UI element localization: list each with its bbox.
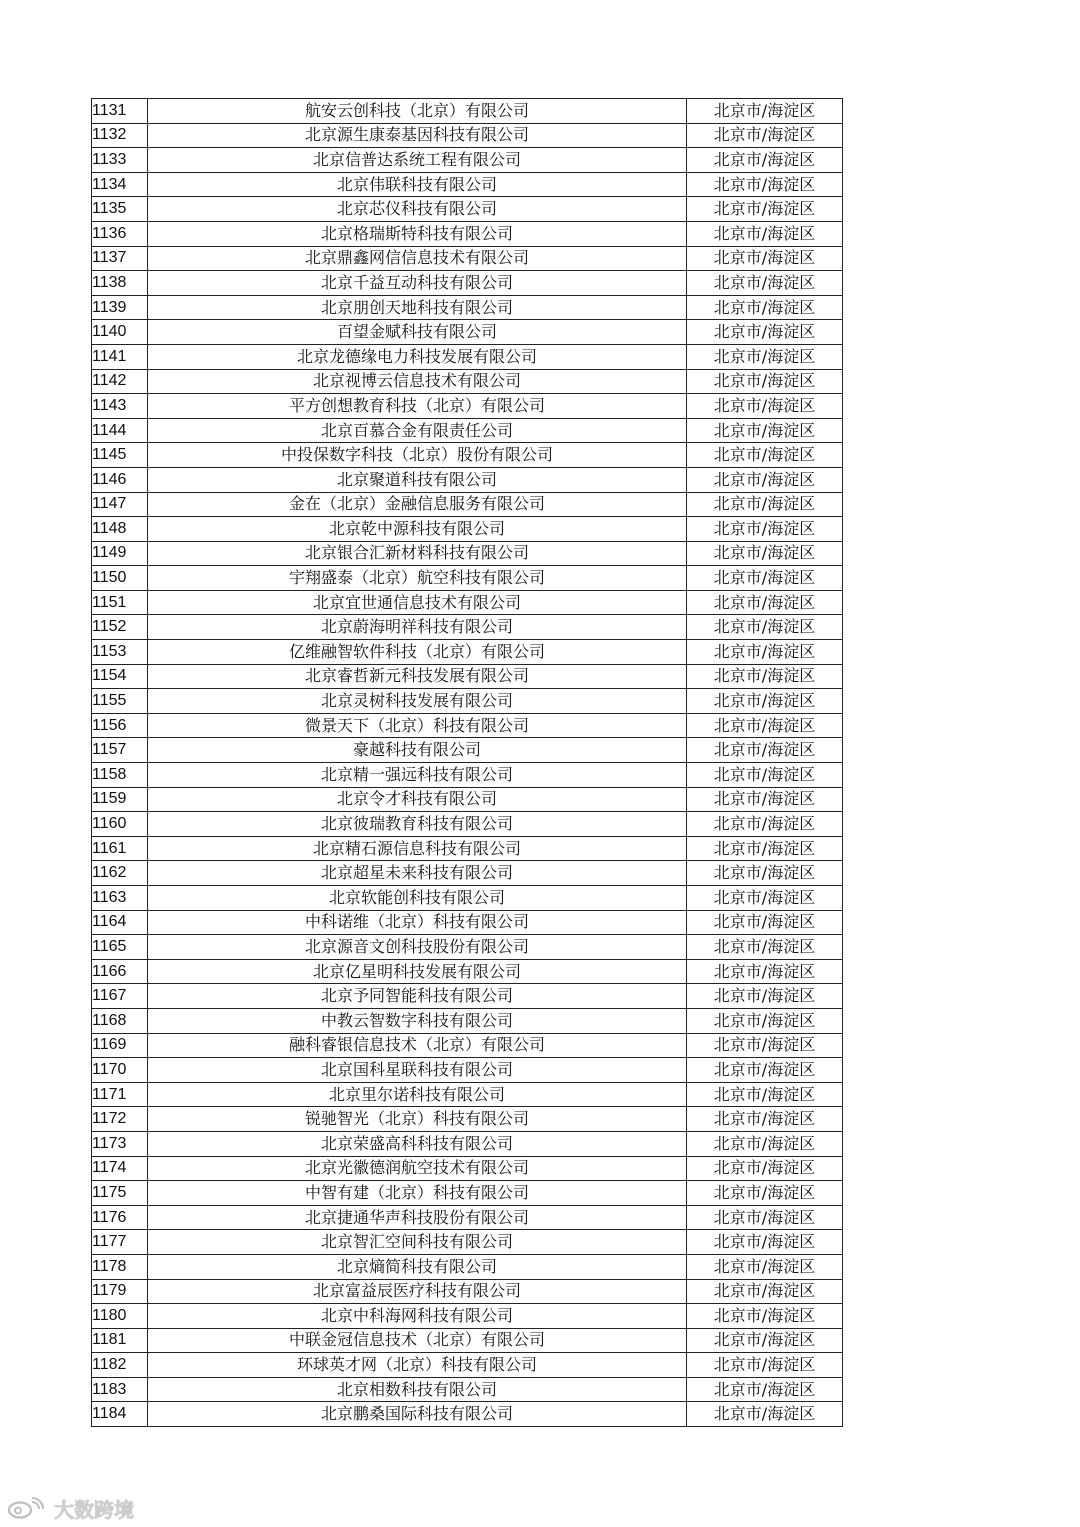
region-cell: 北京市/海淀区 (687, 763, 843, 788)
region-cell: 北京市/海淀区 (687, 1205, 843, 1230)
company-name-cell: 北京芯仪科技有限公司 (148, 197, 687, 222)
table-row (92, 99, 843, 124)
region-cell: 北京市/海淀区 (687, 320, 843, 345)
row-number-cell: 1181 (92, 1328, 148, 1353)
company-name-cell: 北京相数科技有限公司 (148, 1377, 687, 1402)
region-cell: 北京市/海淀区 (687, 1156, 843, 1181)
company-name-cell: 北京视博云信息技术有限公司 (148, 369, 687, 394)
table-row (92, 1304, 843, 1329)
row-number-cell: 1179 (92, 1279, 148, 1304)
row-number-cell: 1154 (92, 664, 148, 689)
table-row (92, 861, 843, 886)
table-row (92, 886, 843, 911)
row-number-cell: 1132 (92, 123, 148, 148)
table-row (92, 590, 843, 615)
row-number-cell: 1162 (92, 861, 148, 886)
table-row (92, 984, 843, 1009)
company-name-cell: 北京精一强远科技有限公司 (148, 763, 687, 788)
company-name-cell: 北京龙德缘电力科技发展有限公司 (148, 344, 687, 369)
company-name-cell: 北京熵简科技有限公司 (148, 1254, 687, 1279)
row-number-cell: 1184 (92, 1402, 148, 1427)
table-row (92, 172, 843, 197)
row-number-cell: 1151 (92, 590, 148, 615)
region-cell: 北京市/海淀区 (687, 418, 843, 443)
company-name-cell: 北京富益辰医疗科技有限公司 (148, 1279, 687, 1304)
row-number-cell: 1170 (92, 1058, 148, 1083)
region-cell: 北京市/海淀区 (687, 1377, 843, 1402)
region-cell: 北京市/海淀区 (687, 123, 843, 148)
region-cell: 北京市/海淀区 (687, 886, 843, 911)
region-cell: 北京市/海淀区 (687, 517, 843, 542)
table-row (92, 664, 843, 689)
region-cell: 北京市/海淀区 (687, 1279, 843, 1304)
table-row (92, 148, 843, 173)
row-number-cell: 1142 (92, 369, 148, 394)
row-number-cell: 1131 (92, 99, 148, 124)
region-cell: 北京市/海淀区 (687, 689, 843, 714)
region-cell: 北京市/海淀区 (687, 1353, 843, 1378)
row-number-cell: 1167 (92, 984, 148, 1009)
table-row (92, 1205, 843, 1230)
row-number-cell: 1158 (92, 763, 148, 788)
company-name-cell: 北京百慕合金有限责任公司 (148, 418, 687, 443)
table-row (92, 1402, 843, 1427)
table-row (92, 295, 843, 320)
region-cell: 北京市/海淀区 (687, 1131, 843, 1156)
table-row (92, 246, 843, 271)
region-cell: 北京市/海淀区 (687, 984, 843, 1009)
region-cell: 北京市/海淀区 (687, 959, 843, 984)
company-name-cell: 北京聚道科技有限公司 (148, 467, 687, 492)
company-name-cell: 微景天下（北京）科技有限公司 (148, 713, 687, 738)
row-number-cell: 1136 (92, 221, 148, 246)
region-cell: 北京市/海淀区 (687, 640, 843, 665)
company-name-cell: 北京光徽德润航空技术有限公司 (148, 1156, 687, 1181)
row-number-cell: 1153 (92, 640, 148, 665)
row-number-cell: 1182 (92, 1353, 148, 1378)
company-name-cell: 中教云智数字科技有限公司 (148, 1008, 687, 1033)
company-name-cell: 北京源音文创科技股份有限公司 (148, 935, 687, 960)
table-row (92, 1008, 843, 1033)
region-cell: 北京市/海淀区 (687, 910, 843, 935)
region-cell: 北京市/海淀区 (687, 1304, 843, 1329)
table-row (92, 320, 843, 345)
region-cell: 北京市/海淀区 (687, 295, 843, 320)
company-name-cell: 北京彼瑞教育科技有限公司 (148, 812, 687, 837)
table-row (92, 935, 843, 960)
row-number-cell: 1145 (92, 443, 148, 468)
table-row (92, 492, 843, 517)
table-row (92, 1377, 843, 1402)
company-name-cell: 北京千益互动科技有限公司 (148, 271, 687, 296)
company-name-cell: 北京乾中源科技有限公司 (148, 517, 687, 542)
table-row (92, 1156, 843, 1181)
company-name-cell: 北京朋创天地科技有限公司 (148, 295, 687, 320)
region-cell: 北京市/海淀区 (687, 467, 843, 492)
region-cell: 北京市/海淀区 (687, 1402, 843, 1427)
row-number-cell: 1159 (92, 787, 148, 812)
table-row (92, 713, 843, 738)
row-number-cell: 1183 (92, 1377, 148, 1402)
company-name-cell: 北京源生康泰基因科技有限公司 (148, 123, 687, 148)
company-name-cell: 北京捷通华声科技股份有限公司 (148, 1205, 687, 1230)
row-number-cell: 1166 (92, 959, 148, 984)
company-name-cell: 金在（北京）金融信息服务有限公司 (148, 492, 687, 517)
row-number-cell: 1156 (92, 713, 148, 738)
region-cell: 北京市/海淀区 (687, 590, 843, 615)
region-cell: 北京市/海淀区 (687, 812, 843, 837)
table-row (92, 1058, 843, 1083)
region-cell: 北京市/海淀区 (687, 935, 843, 960)
region-cell: 北京市/海淀区 (687, 246, 843, 271)
row-number-cell: 1149 (92, 541, 148, 566)
row-number-cell: 1173 (92, 1131, 148, 1156)
row-number-cell: 1177 (92, 1230, 148, 1255)
row-number-cell: 1148 (92, 517, 148, 542)
company-name-cell: 中投保数字科技（北京）股份有限公司 (148, 443, 687, 468)
company-name-cell: 航安云创科技（北京）有限公司 (148, 99, 687, 124)
company-name-cell: 中智有建（北京）科技有限公司 (148, 1181, 687, 1206)
company-name-cell: 北京令才科技有限公司 (148, 787, 687, 812)
row-number-cell: 1150 (92, 566, 148, 591)
company-name-cell: 北京里尔诺科技有限公司 (148, 1082, 687, 1107)
table-row (92, 1328, 843, 1353)
table-row (92, 566, 843, 591)
company-name-cell: 北京蔚海明祥科技有限公司 (148, 615, 687, 640)
company-name-cell: 北京鼎鑫网信信息技术有限公司 (148, 246, 687, 271)
region-cell: 北京市/海淀区 (687, 1082, 843, 1107)
company-name-cell: 平方创想教育科技（北京）有限公司 (148, 394, 687, 419)
row-number-cell: 1138 (92, 271, 148, 296)
region-cell: 北京市/海淀区 (687, 1008, 843, 1033)
row-number-cell: 1152 (92, 615, 148, 640)
row-number-cell: 1174 (92, 1156, 148, 1181)
table-row (92, 1230, 843, 1255)
weibo-icon (6, 1497, 50, 1519)
table-row (92, 1279, 843, 1304)
company-name-cell: 北京精石源信息科技有限公司 (148, 836, 687, 861)
row-number-cell: 1164 (92, 910, 148, 935)
region-cell: 北京市/海淀区 (687, 197, 843, 222)
company-name-cell: 北京睿哲新元科技发展有限公司 (148, 664, 687, 689)
table-row (92, 1254, 843, 1279)
row-number-cell: 1163 (92, 886, 148, 911)
row-number-cell: 1135 (92, 197, 148, 222)
company-name-cell: 宇翔盛泰（北京）航空科技有限公司 (148, 566, 687, 591)
region-cell: 北京市/海淀区 (687, 541, 843, 566)
region-cell: 北京市/海淀区 (687, 394, 843, 419)
table-row (92, 1131, 843, 1156)
region-cell: 北京市/海淀区 (687, 492, 843, 517)
table-row (92, 615, 843, 640)
table-row (92, 910, 843, 935)
company-name-cell: 北京格瑞斯特科技有限公司 (148, 221, 687, 246)
table-row (92, 443, 843, 468)
row-number-cell: 1137 (92, 246, 148, 271)
region-cell: 北京市/海淀区 (687, 1107, 843, 1132)
region-cell: 北京市/海淀区 (687, 787, 843, 812)
region-cell: 北京市/海淀区 (687, 861, 843, 886)
region-cell: 北京市/海淀区 (687, 1230, 843, 1255)
row-number-cell: 1176 (92, 1205, 148, 1230)
table-row (92, 541, 843, 566)
company-name-cell: 北京银合汇新材料科技有限公司 (148, 541, 687, 566)
company-name-cell: 北京智汇空间科技有限公司 (148, 1230, 687, 1255)
company-name-cell: 亿维融智软件科技（北京）有限公司 (148, 640, 687, 665)
region-cell: 北京市/海淀区 (687, 836, 843, 861)
region-cell: 北京市/海淀区 (687, 148, 843, 173)
region-cell: 北京市/海淀区 (687, 172, 843, 197)
company-name-cell: 北京信普达系统工程有限公司 (148, 148, 687, 173)
region-cell: 北京市/海淀区 (687, 99, 843, 124)
row-number-cell: 1141 (92, 344, 148, 369)
company-name-cell: 北京中科海网科技有限公司 (148, 1304, 687, 1329)
row-number-cell: 1134 (92, 172, 148, 197)
company-name-cell: 环球英才网（北京）科技有限公司 (148, 1353, 687, 1378)
watermark (6, 1494, 134, 1522)
region-cell: 北京市/海淀区 (687, 344, 843, 369)
row-number-cell: 1165 (92, 935, 148, 960)
company-name-cell: 北京宜世通信息技术有限公司 (148, 590, 687, 615)
table-row (92, 369, 843, 394)
region-cell: 北京市/海淀区 (687, 566, 843, 591)
company-name-cell: 豪越科技有限公司 (148, 738, 687, 763)
table-row (92, 689, 843, 714)
company-name-cell: 北京荣盛高科科技有限公司 (148, 1131, 687, 1156)
company-name-cell: 融科睿银信息技术（北京）有限公司 (148, 1033, 687, 1058)
company-name-cell: 百望金赋科技有限公司 (148, 320, 687, 345)
table-row (92, 787, 843, 812)
region-cell: 北京市/海淀区 (687, 738, 843, 763)
table-row (92, 344, 843, 369)
row-number-cell: 1155 (92, 689, 148, 714)
table-row (92, 738, 843, 763)
table-row (92, 1082, 843, 1107)
region-cell: 北京市/海淀区 (687, 1328, 843, 1353)
row-number-cell: 1175 (92, 1181, 148, 1206)
row-number-cell: 1157 (92, 738, 148, 763)
table-row (92, 1033, 843, 1058)
region-cell: 北京市/海淀区 (687, 369, 843, 394)
table-row (92, 517, 843, 542)
region-cell: 北京市/海淀区 (687, 1058, 843, 1083)
region-cell: 北京市/海淀区 (687, 1181, 843, 1206)
company-name-cell: 北京国科星联科技有限公司 (148, 1058, 687, 1083)
region-cell: 北京市/海淀区 (687, 1254, 843, 1279)
table-row (92, 640, 843, 665)
region-cell: 北京市/海淀区 (687, 664, 843, 689)
table-row (92, 836, 843, 861)
company-name-cell: 北京灵树科技发展有限公司 (148, 689, 687, 714)
table-row (92, 394, 843, 419)
watermark-text: 大数跨境 (54, 1497, 134, 1522)
region-cell: 北京市/海淀区 (687, 443, 843, 468)
region-cell: 北京市/海淀区 (687, 615, 843, 640)
row-number-cell: 1147 (92, 492, 148, 517)
company-list-body (92, 99, 843, 1427)
row-number-cell: 1160 (92, 812, 148, 837)
table-row (92, 763, 843, 788)
company-name-cell: 北京超星未来科技有限公司 (148, 861, 687, 886)
company-name-cell: 北京亿星明科技发展有限公司 (148, 959, 687, 984)
row-number-cell: 1169 (92, 1033, 148, 1058)
company-name-cell: 北京予同智能科技有限公司 (148, 984, 687, 1009)
table-row (92, 959, 843, 984)
table-row (92, 418, 843, 443)
row-number-cell: 1143 (92, 394, 148, 419)
row-number-cell: 1144 (92, 418, 148, 443)
table-row (92, 812, 843, 837)
table-row (92, 221, 843, 246)
company-list-table (91, 98, 843, 1427)
region-cell: 北京市/海淀区 (687, 271, 843, 296)
row-number-cell: 1139 (92, 295, 148, 320)
row-number-cell: 1172 (92, 1107, 148, 1132)
row-number-cell: 1140 (92, 320, 148, 345)
row-number-cell: 1178 (92, 1254, 148, 1279)
row-number-cell: 1180 (92, 1304, 148, 1329)
table-row (92, 1107, 843, 1132)
region-cell: 北京市/海淀区 (687, 713, 843, 738)
company-name-cell: 北京软能创科技有限公司 (148, 886, 687, 911)
row-number-cell: 1171 (92, 1082, 148, 1107)
row-number-cell: 1168 (92, 1008, 148, 1033)
region-cell: 北京市/海淀区 (687, 221, 843, 246)
row-number-cell: 1161 (92, 836, 148, 861)
table-row (92, 197, 843, 222)
table-row (92, 1353, 843, 1378)
table-row (92, 123, 843, 148)
row-number-cell: 1133 (92, 148, 148, 173)
region-cell: 北京市/海淀区 (687, 1033, 843, 1058)
company-name-cell: 锐驰智光（北京）科技有限公司 (148, 1107, 687, 1132)
row-number-cell: 1146 (92, 467, 148, 492)
company-name-cell: 中联金冠信息技术（北京）有限公司 (148, 1328, 687, 1353)
table-row (92, 1181, 843, 1206)
table-row (92, 467, 843, 492)
company-name-cell: 中科诺维（北京）科技有限公司 (148, 910, 687, 935)
company-name-cell: 北京伟联科技有限公司 (148, 172, 687, 197)
table-row (92, 271, 843, 296)
company-name-cell: 北京鹏桑国际科技有限公司 (148, 1402, 687, 1427)
